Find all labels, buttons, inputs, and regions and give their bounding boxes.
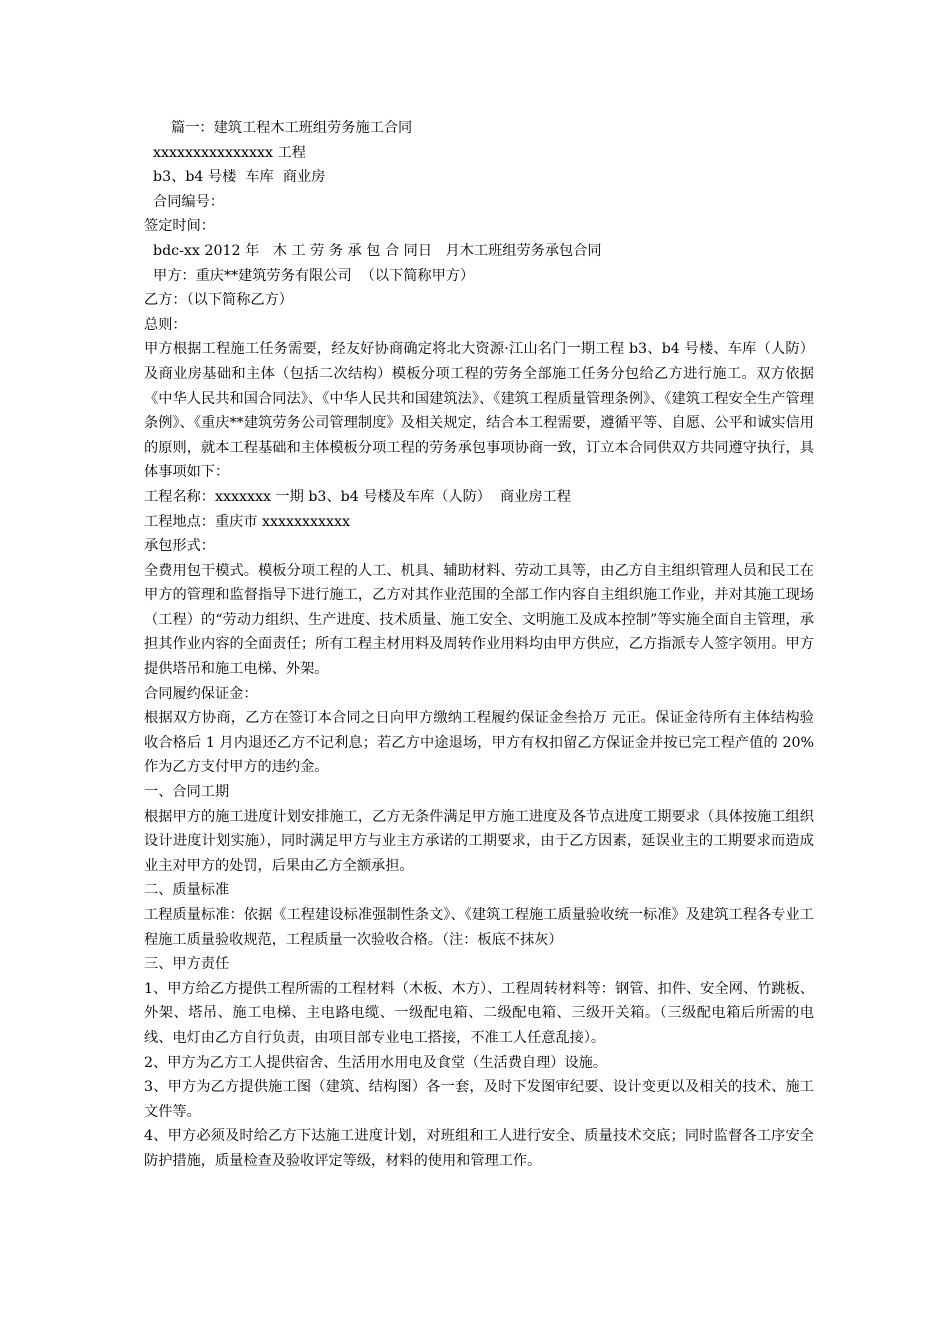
section-1-heading: 一、合同工期 [144,784,230,801]
party-a: 甲方：重庆**建筑劳务有限公司 （以下简称甲方） [144,267,475,284]
section-3-item-4: 4、甲方必须及时给乙方下达施工进度计划，对班组和工人进行安全、质量技术交底；同时监督各工序安全防护措施，质量检查及验收评定等级，材料的使用和管理工作。 [144,1128,814,1169]
document-title: 篇一：建筑工程木工班组劳务施工合同 [144,120,413,136]
section-2-heading: 二、质量标准 [144,882,230,899]
project-name: 工程名称：xxxxxxx 一期 b3、b4 号楼及车库（人防） 商业房工程 [144,488,571,505]
contract-number: 合同编号： [144,193,224,210]
party-b: 乙方：（以下简称乙方） [144,292,293,309]
contract-title: bdc-xx 2012 年 木 工 劳 务 承 包 合 同日 月木工班组劳务承包合同 [144,242,602,259]
section-3-item-2: 2、甲方为乙方工人提供宿舍、生活用水用电及食堂（生活费自理）设施。 [144,1054,608,1071]
section-3-heading: 三、甲方责任 [144,956,230,973]
general-heading: 总则： [144,316,187,333]
general-text: 甲方根据工程施工任务需要，经友好协商确定将北大资源·江山名门一期工程 b3、b4 号楼、车库（人防）及商业房基础和主体（包括二次结构）模板分项工程的劳务全部施工任务分包给乙方进行施工。双方依据《中华人民共和国合同法》、《中华人民共和国建筑法》、《建筑工程质量管理条例》、《建筑工程安全生产管理条例》、《重庆**建筑劳务公司管理制度》及相关规定，结合本工程需要，遵循平等、自愿、公平和诚实信用的原则，就本工程基础和主体模板分项工程的劳务承包事项协商一致，订立本合同供双方共同遵守执行，具体事项如下： [144,341,814,481]
document-body [144,116,814,1174]
building-line: b3、b4 号楼 车库 商业房 [144,169,326,186]
contract-form-text: 全费用包干模式。模板分项工程的人工、机具、辅助材料、劳动工具等，由乙方自主组织管理人员和民工在甲方的管理和监督指导下进行施工，乙方对其作业范围的全部工作内容自主组织施工作业，并对其施工现场（工程）的“劳动力组织、生产进度、技术质量、施工安全、文明施工及成本控制”等实施全面自主管理，承担其作业内容的全面责任；所有工程主材用料及周转作业用料均由甲方供应，乙方指派专人签字领用。甲方提供塔吊和施工电梯、外架。 [144,562,814,678]
section-1-text: 根据甲方的施工进度计划安排施工，乙方无条件满足甲方施工进度及各节点进度工期要求（具体按施工组织设计进度计划实施），同时满足甲方与业主方承诺的工期要求，由于乙方因素，延误业主的工期要求而造成业主对甲方的处罚，后果由乙方全额承担。 [144,808,814,874]
project-location: 工程地点：重庆市 xxxxxxxxxxx [144,513,351,530]
sign-time: 签定时间： [144,218,215,235]
section-3-item-3: 3、甲方为乙方提供施工图（建筑、结构图）各一套，及时下发图审纪要、设计变更以及相关的技术、施工文件等。 [144,1079,814,1120]
deposit-text: 根据双方协商，乙方在签订本合同之日向甲方缴纳工程履约保证金叁拾万 元正。保证金待所有主体结构验收合格后 1 月内退还乙方不记利息；若乙方中途退场，甲方有权扣留乙方保证金并按已完工程产值的 20%作为乙方支付甲方的违约金。 [144,710,814,776]
contract-form-heading: 承包形式： [144,538,215,555]
project-line: xxxxxxxxxxxxxxx 工程 [144,144,306,161]
deposit-heading: 合同履约保证金： [144,685,258,702]
section-2-text: 工程质量标准：依据《工程建设标准强制性条文》、《建筑工程施工质量验收统一标准》及建筑工程各专业工程施工质量验收规范，工程质量一次验收合格。（注：板底不抹灰） [144,907,814,948]
section-3-item-1: 1、甲方给乙方提供工程所需的工程材料（木板、木方）、工程周转材料等：钢管、扣件、安全网、竹跳板、外架、塔吊、施工电梯、主电路电缆、一级配电箱、二级配电箱、三级开关箱。（三级配电箱后所需的电线、电灯由乙方自行负责，由项目部专业电工搭接，不准工人任意乱接）。 [144,980,814,1046]
